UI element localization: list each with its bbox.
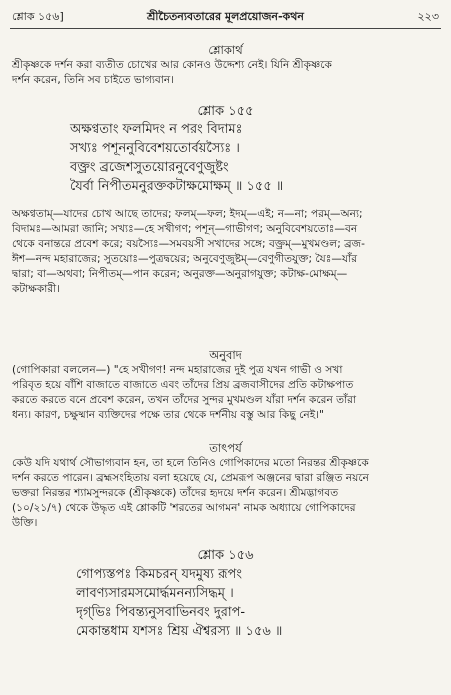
- purport-text: [12, 456, 439, 531]
- verse-155-text: [70, 120, 439, 196]
- header-verse-ref: শ্লোক ১৫৬]: [12, 10, 64, 23]
- translation-heading: অনুবাদ: [209, 348, 242, 362]
- text-line: কেউ যদি যথার্থ সৌভাগ্যবান হন, তা হলে তিনিও গোপিকাদের মতো নিরন্তর শ্রীকৃষ্ণকে: [12, 457, 369, 469]
- shlokartha-text: [12, 58, 439, 88]
- header-chapter-title: শ্রীচৈতন্যবতারের মূলপ্রয়োজন-কথন: [147, 10, 304, 23]
- header-rule: [10, 28, 441, 29]
- verse-line: মেকান্তধাম যশসঃ শ্রিয় ঐশ্বরস্য ॥ ১৫৬ ॥: [76, 624, 283, 639]
- text-line: ভক্তরা নিরন্তর শ্যামসুন্দরকে (শ্রীকৃষ্ণকে) তাঁদের হৃদয়ে দর্শন করেন। শ্রীমদ্ভাগবত: [12, 487, 339, 499]
- text-line: অক্ষণ্বতাম্‌—যাদের চোখ আছে তাদের; ফলম্‌—ফল; ইদম্‌—এই; ন—না; পরম্‌—অন্য;: [12, 208, 363, 220]
- text-line: দ্বারা; বা—অথবা; নিপীতম্‌—পান করেন; অনুরক্ত—অনুরাগযুক্ত; কটাক্ষ-মোক্ষম্‌—: [12, 268, 348, 280]
- verse-line: লাবণ্যসারমসমোর্দ্ধমনন্যসিদ্ধম্‌ ।: [76, 586, 234, 601]
- synonyms-155: [12, 207, 439, 297]
- translation-text: [12, 363, 439, 423]
- text-line: (১০/২১/৭) থেকে উদ্ধৃত এই শ্লোকটি 'শরতের আগমন' নামক অধ্যায়ে গোপিকাদের: [12, 502, 356, 514]
- text-line: শ্রীকৃষ্ণকে দর্শন করা ব্যতীত চোখের আর কোনও উদ্দেশ্য নেই। যিনি শ্রীকৃষ্ণকে: [12, 59, 332, 71]
- verse-line: অক্ষণ্বতাং ফলমিদং ন পরং বিদামঃ: [70, 122, 243, 137]
- verse-line: যৈর্বা নিপীতমনুরক্তকটাক্ষমোক্ষম্‌ ॥ ১৫৫ ॥: [70, 179, 284, 194]
- text-line: বিদামঃ—আমরা জানি; সখ্যঃ—হে সখীগণ; পশূন্‌—গাভীগণ; অনুবিবেশয়তোঃ—বন: [12, 223, 358, 235]
- verse-line: বক্ত্রং ব্রজেশসুতয়োরনুবেণুজুষ্টং: [70, 160, 229, 175]
- verse-156-heading: শ্লোক ১৫৬: [197, 548, 254, 563]
- purport-heading: তাৎপর্য: [209, 441, 242, 455]
- text-line: ধন্য। কারণ, চক্ষুষ্মান ব্যক্তিদের পক্ষে তার থেকে দর্শনীয় বস্তু আর কিছু নেই।": [12, 409, 324, 421]
- text-line: ঈশ—নন্দ মহারাজের; সুতয়োঃ—পুত্রদ্বয়ের; অনুবেণুজুষ্টম্‌—বেণুগীতযুক্ত; যৈঃ—যাঁর: [12, 253, 358, 265]
- text-line: উক্তি।: [12, 517, 38, 529]
- verse-line: গোপ্যস্তপঃ কিমচরন্‌ যদমুষ্য রূপং: [76, 567, 242, 582]
- verse-line: দৃগ্‌ভিঃ পিবন্ত্যনুসবাভিনবং দুরাপ-: [76, 605, 246, 620]
- shlokartha-heading: শ্লোকার্থ: [208, 43, 243, 57]
- text-line: দর্শন করেন, তিনি সব চাইতে ভাগ্যবান।: [12, 74, 174, 86]
- text-line: দর্শন করতে পারেন। ব্রহ্মসংহিতায় বলা হয়েছে যে, প্রেমরূপ অঞ্জনের দ্বারা রঞ্জিত নয়নে: [12, 472, 369, 484]
- text-line: থেকে বনান্তরে প্রবেশ করে; বয়স্যৈঃ—সমবয়সী সখাদের সঙ্গে; বক্ত্রম্‌—মুখমণ্ডল; ব্রজ-: [12, 238, 365, 250]
- text-line: (গোপিকারা বললেন—) "হে সখীগণ! নন্দ মহারাজের দুই পুত্র যখন গাভী ও সখা: [12, 364, 343, 376]
- header-page-number: ২২৩: [417, 10, 439, 23]
- verse-155-heading: শ্লোক ১৫৫: [197, 104, 254, 119]
- text-line: করতে করতে বনে প্রবেশ করেন, তখন তাঁদের সুন্দর মুখমণ্ডল যাঁরা দর্শন করেন তাঁরা: [12, 394, 357, 406]
- text-line: পরিবৃত হয়ে বাঁশি বাজাতে বাজাতে এবং তাঁদের প্রিয় ব্রজবাসীদের প্রতি কটাক্ষপাত: [12, 379, 354, 391]
- text-line: কটাক্ষকারী।: [12, 283, 60, 295]
- verse-156-text: [76, 565, 439, 641]
- running-header: [12, 8, 439, 26]
- verse-line: সখ্যঃ পশূননুবিবেশয়তোর্বয়স্যৈঃ ।: [70, 141, 240, 156]
